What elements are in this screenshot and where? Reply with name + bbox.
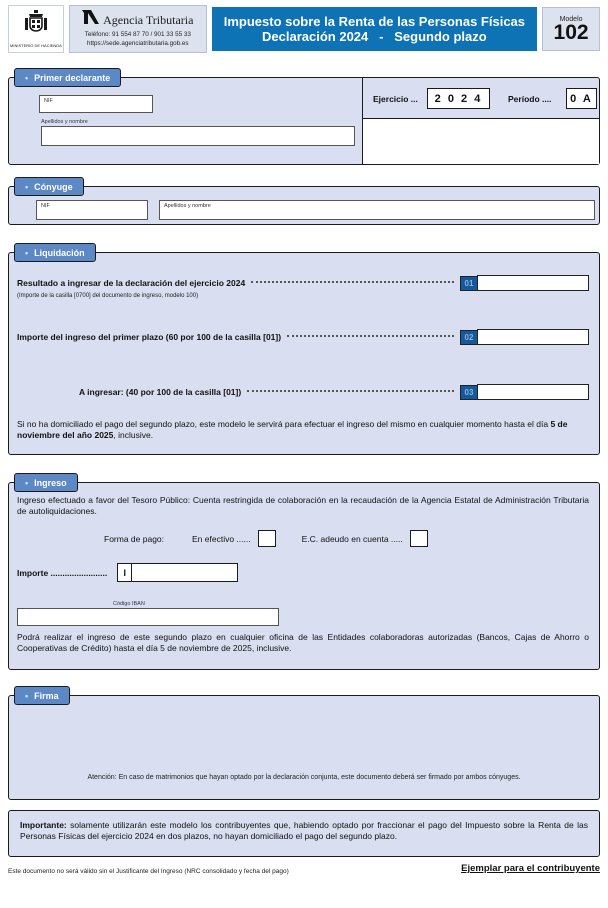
importe-label: Importe ........................	[17, 567, 108, 578]
tab-bullet: •	[25, 72, 29, 83]
note-text-end: , inclusive.	[113, 430, 154, 441]
model-number-box	[542, 7, 600, 51]
model-number: 102	[553, 20, 589, 44]
form-title-line2: Declaración 2024 - Segundo plazo	[262, 29, 487, 44]
importe-prefix-box: I	[117, 563, 132, 582]
liquidacion-note	[17, 419, 589, 442]
forma-label: Forma de pago:	[104, 533, 165, 544]
section-ingreso	[8, 477, 600, 670]
tab-label: Primer declarante	[34, 72, 111, 83]
dotted-leader	[287, 335, 454, 337]
declarante-name-field[interactable]	[41, 126, 355, 146]
note-text: Si no ha domiciliado el pago del segundo plazo, este modelo le servirá para efectuar el ingreso del mismo en cualquier momento hasta el día	[17, 419, 551, 429]
header	[8, 5, 600, 53]
importe-input[interactable]	[132, 563, 238, 582]
casilla-03-input[interactable]	[477, 384, 589, 400]
form-title-line1: Impuesto sobre la Renta de las Personas Físicas	[223, 14, 526, 29]
ministry-crest	[8, 5, 64, 53]
efectivo-checkbox[interactable]	[258, 530, 276, 547]
tab-primer-declarante	[14, 68, 121, 87]
casilla-01-input[interactable]	[477, 275, 589, 291]
section-liquidacion	[8, 247, 600, 455]
liquidacion-row-01	[17, 275, 589, 291]
iban-label: Código IBAN	[113, 601, 145, 607]
iban-input[interactable]	[17, 608, 279, 626]
name-label: Apellidos y nombre	[164, 203, 211, 209]
tab-bullet: •	[25, 690, 29, 701]
note-deadline: 5 de noviembre del año 2025	[17, 419, 568, 441]
section-importante	[8, 810, 600, 857]
liquidacion-row-03	[17, 384, 589, 400]
nif-label: NIF	[44, 98, 53, 104]
section-conyuge	[8, 181, 600, 225]
tab-label: Cónyuge	[34, 181, 73, 192]
tab-ingreso	[14, 473, 78, 492]
ingreso-note: Podrá realizar el ingreso de este segundo plazo en cualquier oficina de las Entidades colaboradoras autorizadas (Bancos, Cajas de Ahorro o Cooperativas de Crédito) hasta el día 5 de noviembre de 2025, inclusive.	[17, 632, 589, 654]
ejercicio-area	[363, 78, 599, 119]
declarante-blank-area	[363, 119, 599, 164]
conyuge-nif-field[interactable]	[36, 200, 148, 220]
footer-validity-note: Este documento no será válido sin el Justificante del Ingreso (NRC consolidado y fecha del pago)	[8, 868, 289, 875]
agency-phone: Teléfono: 91 554 87 70 / 901 33 55 33	[84, 31, 191, 38]
liquidacion-row-02	[17, 329, 589, 345]
periodo-value-box: 0 A	[566, 88, 597, 109]
tab-bullet: •	[25, 477, 29, 488]
declarante-name-label: Apellidos y nombre	[41, 119, 88, 125]
tab-bullet: •	[25, 181, 29, 192]
row-label: Importe del ingreso del primer plazo (60 por 100 de la casilla [01])	[17, 332, 282, 342]
casilla-01-badge: 01	[460, 276, 477, 291]
dotted-leader	[251, 281, 454, 283]
firma-atencion-note: Atención: En caso de matrimonios que hayan optado por la declaración conjunta, este documento deberá ser firmado por ambos cónyuges.	[87, 774, 521, 781]
periodo-label: Período ....	[508, 94, 552, 104]
tab-label: Ingreso	[34, 477, 67, 488]
forma-de-pago-row	[104, 530, 428, 547]
spain-coat-of-arms-icon	[23, 10, 49, 43]
ingreso-intro: Ingreso efectuado a favor del Tesoro Público: Cuenta restringida de colaboración en la recaudación de la Agencia Estatal de Administración Tributaria de autoliquidaciones.	[17, 495, 589, 517]
ministry-label: MINISTERIO DE HACIENDA	[10, 42, 62, 48]
section-firma[interactable]	[8, 690, 600, 800]
declarante-nif-field[interactable]	[39, 95, 153, 113]
tab-firma	[14, 686, 70, 705]
importante-bold: Importante:	[20, 820, 67, 830]
agency-name: Agencia Tributaria	[103, 13, 194, 27]
importante-text	[9, 811, 599, 852]
agency-url: https://sede.agenciatributaria.gob.es	[87, 39, 189, 47]
importante-body: solamente utilizarán este modelo los contribuyentes que, habiendo optado por fraccionar el pago del Impuesto sobre la Renta de las Personas Físicas del ejercicio 2024 en dos plazos, no hayan domiciliado el pago del segundo plazo.	[20, 820, 588, 842]
conyuge-name-field[interactable]	[159, 200, 595, 220]
casilla-02-input[interactable]	[477, 329, 589, 345]
efectivo-label: En efectivo ......	[192, 533, 251, 544]
nif-label: NIF	[41, 203, 50, 209]
form-title-banner	[212, 7, 537, 51]
model-label: Modelo	[559, 15, 583, 23]
row-01-subnote: (Importe de la casilla [0700] del documento de ingreso, modelo 100)	[17, 293, 199, 299]
tab-liquidacion	[14, 243, 96, 262]
adeudo-label: E.C. adeudo en cuenta .....	[301, 533, 403, 544]
footer-copy-label: Ejemplar para el contribuyente	[461, 863, 600, 874]
ejercicio-label: Ejercicio ...	[373, 94, 418, 104]
dotted-leader	[247, 390, 454, 392]
agencia-tributaria-logo-icon	[82, 10, 99, 31]
section-primer-declarante	[8, 72, 600, 165]
adeudo-checkbox[interactable]	[410, 530, 428, 547]
row-label: Resultado a ingresar de la declaración del ejercicio 2024	[17, 278, 246, 288]
agency-box	[69, 5, 207, 53]
casilla-03-badge: 03	[460, 385, 477, 400]
importe-row	[17, 563, 238, 582]
tab-label: Liquidación	[34, 247, 85, 258]
tab-bullet: •	[25, 247, 29, 258]
ejercicio-value-box: 2 0 2 4	[427, 88, 490, 109]
casilla-02-badge: 02	[460, 330, 477, 345]
row-label: A ingresar: (40 por 100 de la casilla [01])	[79, 387, 242, 397]
tab-conyuge	[14, 177, 84, 196]
tab-label: Firma	[34, 690, 59, 701]
